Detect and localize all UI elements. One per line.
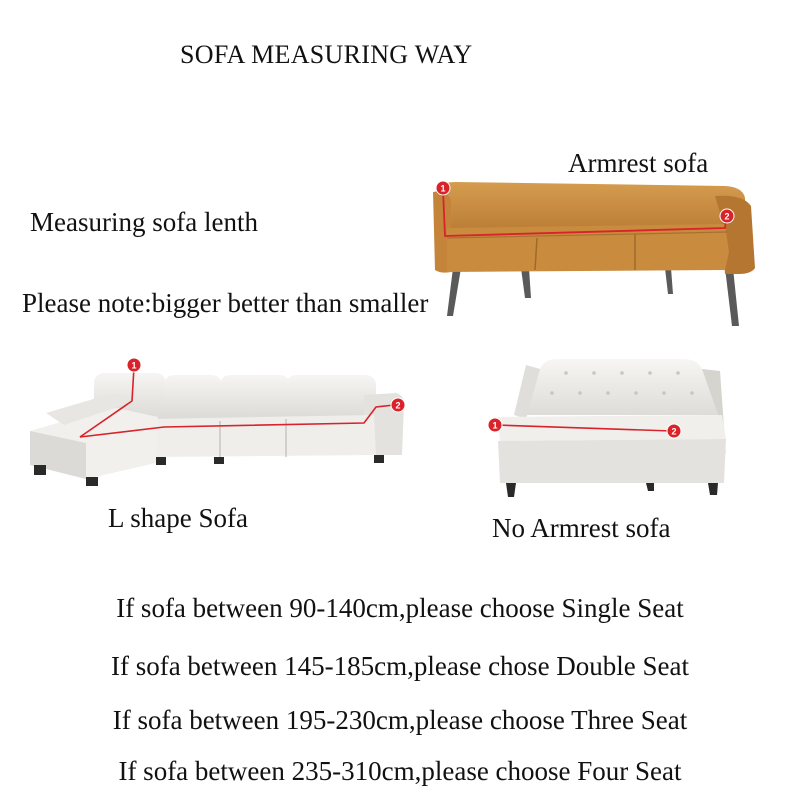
l-shape-sofa-image [24,355,419,490]
marker-start-label: 1 [131,360,137,371]
marker-end-label: 2 [724,211,730,222]
marker-end-label: 2 [671,426,677,437]
marker-start-label: 1 [440,183,446,194]
marker-end-label: 2 [395,400,401,411]
measuring-length-label: Measuring sofa lenth [30,207,258,237]
no-armrest-sofa-label: No Armrest sofa [492,513,671,543]
l-shape-sofa-label: L shape Sofa [108,503,248,533]
page-title: SOFA MEASURING WAY [180,40,473,69]
size-rule-three: If sofa between 195-230cm,please choose Three Seat [112,705,688,735]
armrest-sofa-label: Armrest sofa [568,148,709,178]
size-rule-double: If sofa between 145-185cm,please chose Double Seat [110,651,690,681]
size-rule-four: If sofa between 235-310cm,please choose Four Seat [118,756,682,786]
size-rule-single: If sofa between 90-140cm,please choose Single Seat [116,593,684,623]
no-armrest-sofa-image [486,355,738,505]
marker-start-label: 1 [492,420,498,431]
armrest-sofa-image [425,176,770,336]
size-note: Please note:bigger better than smaller [22,288,429,318]
